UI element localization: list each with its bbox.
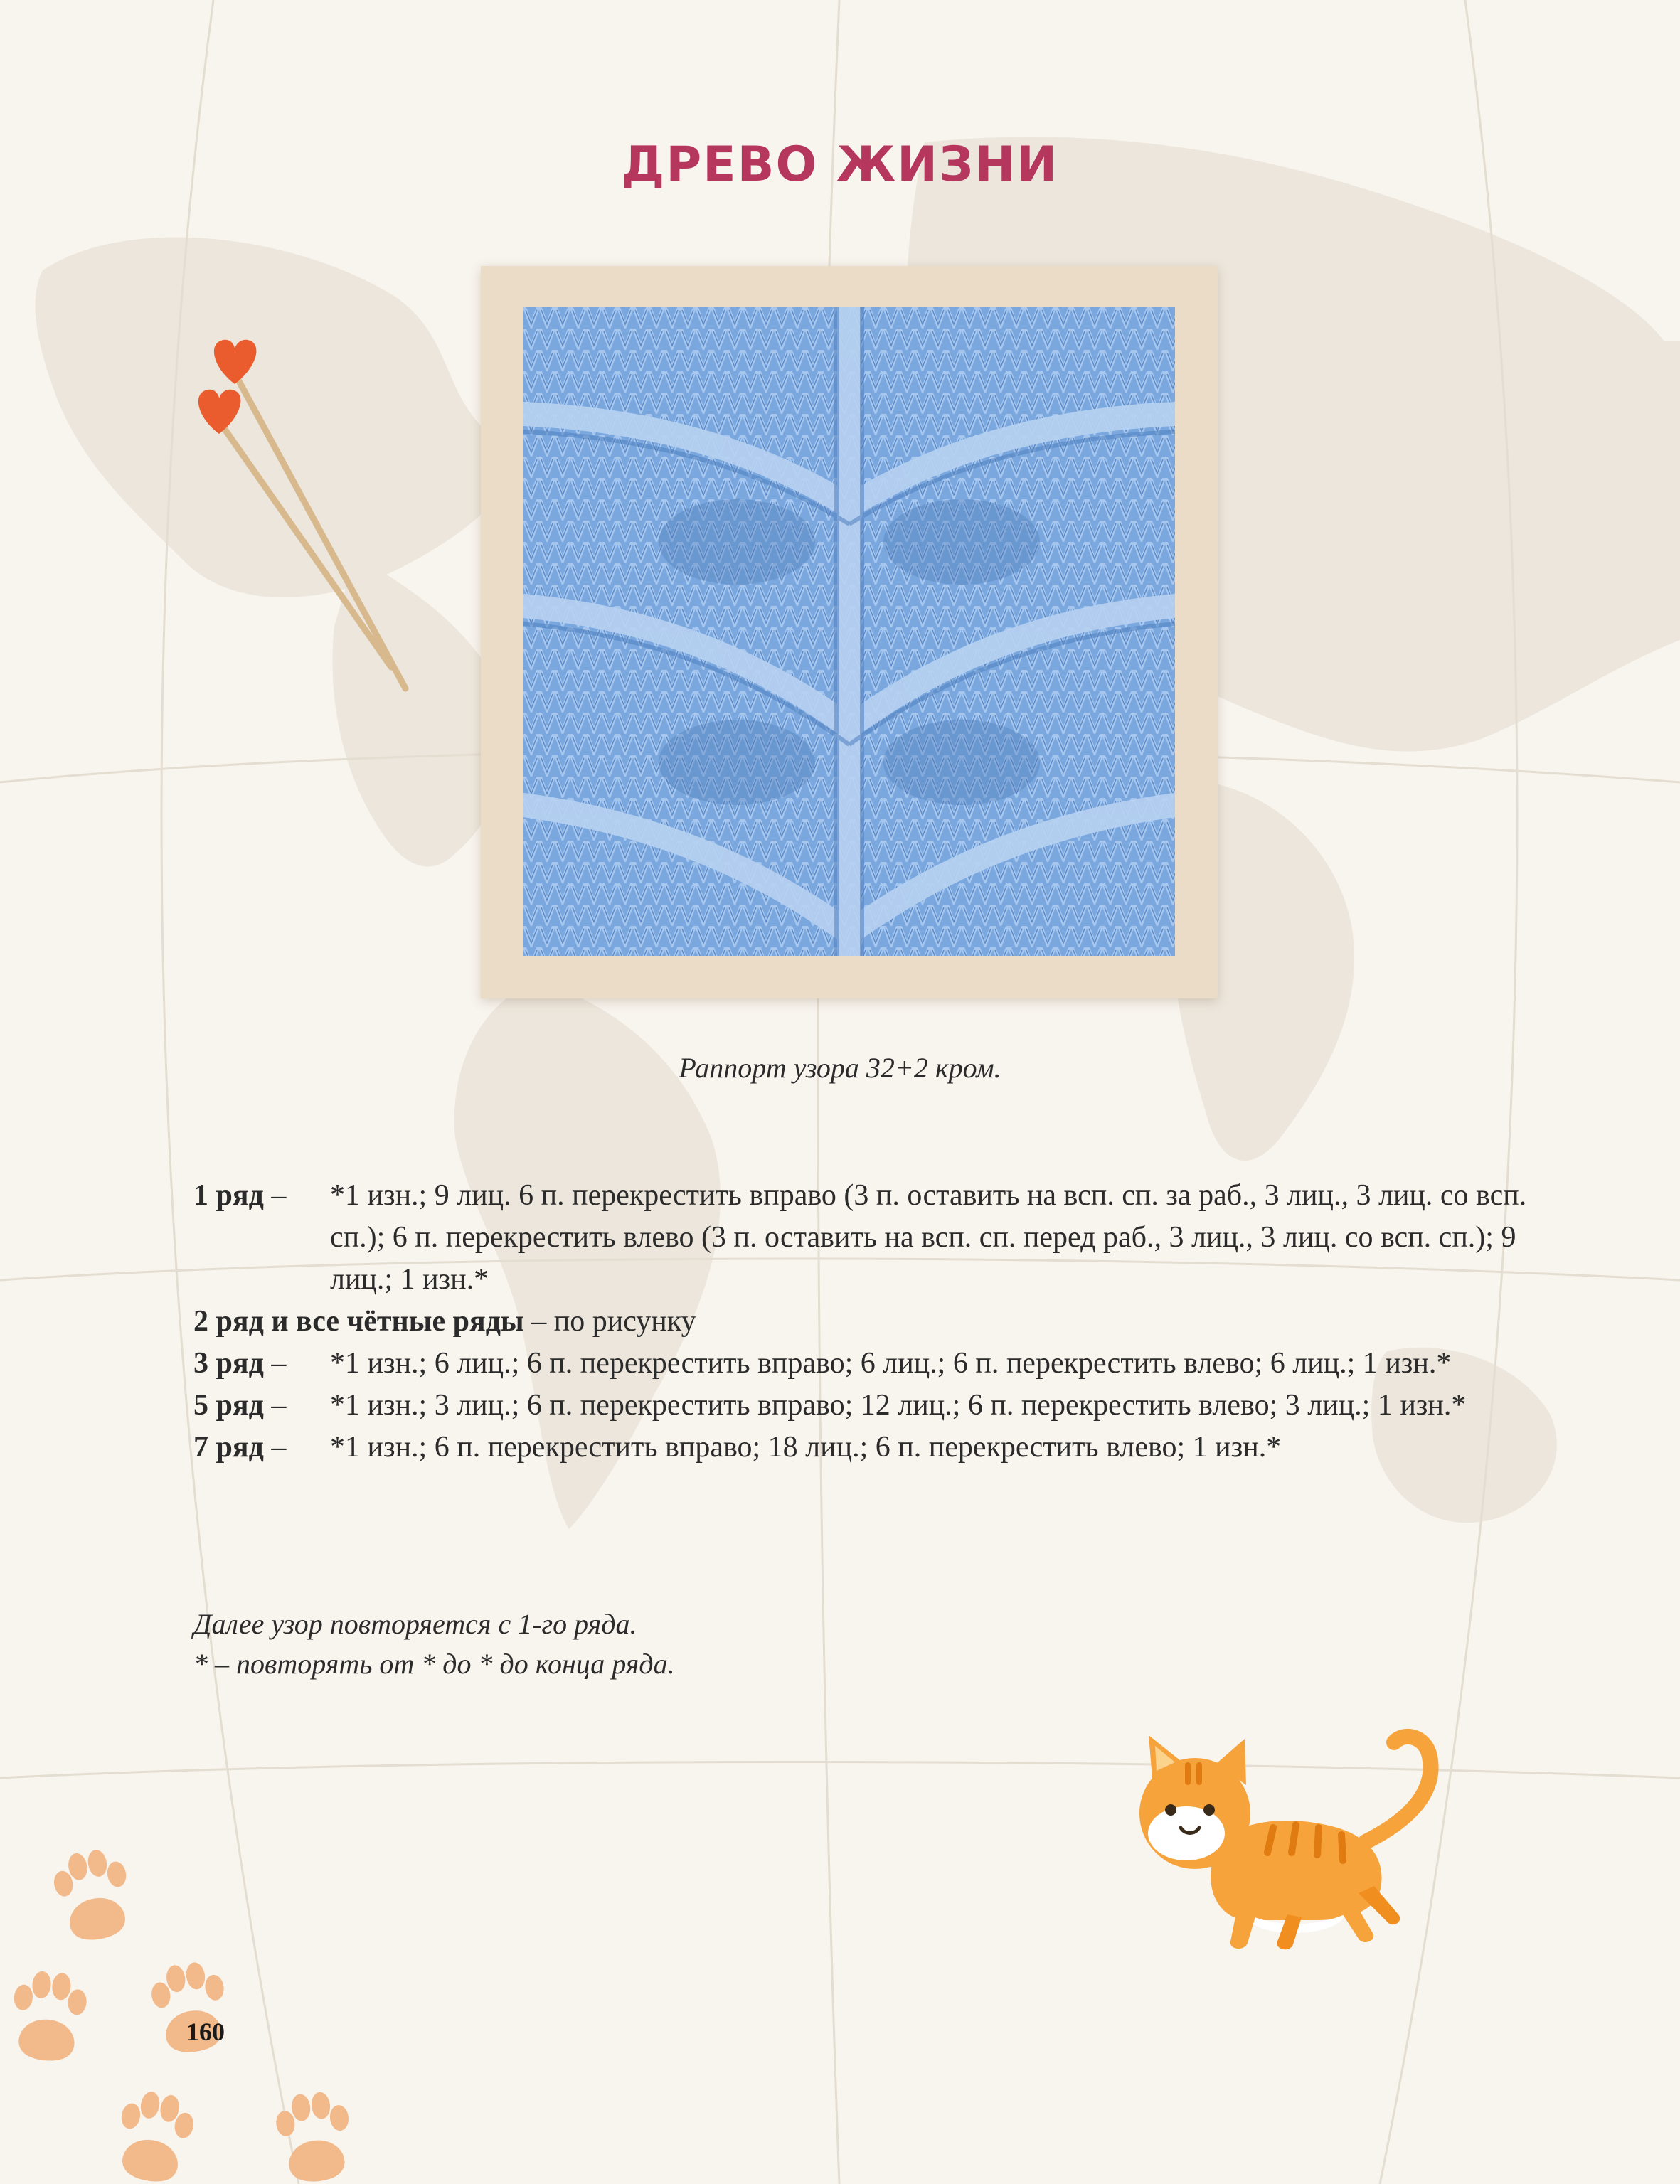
row-label: 1 ряд xyxy=(193,1179,264,1212)
row-text: *1 изн.; 9 лиц. 6 п. перекрестить вправо (3 п. оставить на всп. сп. за раб., 3 лиц., 3 лиц. со всп. сп.); 6 п. перекрестить влево (3 п. оставить на всп. сп. перед раб., 3 лиц., 3 лиц. со всп. сп.); 9 лиц.; 1 изн.* xyxy=(330,1179,1527,1296)
page-title: ДРЕВО ЖИЗНИ xyxy=(621,137,1059,193)
cat-icon xyxy=(1110,1728,1444,1963)
row-label: 7 ряд xyxy=(193,1431,264,1464)
instructions xyxy=(193,1175,1531,1469)
row-text: *1 изн.; 6 лиц.; 6 п. перекрестить вправо; 6 лиц.; 6 п. перекрестить влево; 6 лиц.; 1 изн.* xyxy=(330,1347,1452,1380)
instruction-row: 3 ряд – *1 изн.; 6 лиц.; 6 п. перекрестить вправо; 6 лиц.; 6 п. перекрестить влево; 6 лиц.; 1 изн.* xyxy=(193,1347,1452,1380)
row-label: 3 ряд xyxy=(193,1347,264,1380)
row-text: *1 изн.; 3 лиц.; 6 п. перекрестить вправо; 12 лиц.; 6 п. перекрестить влево; 3 лиц.; 1 изн.* xyxy=(330,1389,1467,1422)
instruction-row: 2 ряд и все чётные ряды – по рисунку xyxy=(193,1305,696,1338)
row-text: по рисунку xyxy=(553,1305,696,1338)
note-repeat: Далее узор повторяется с 1-го ряда. xyxy=(193,1608,637,1640)
pattern-notes xyxy=(193,1604,1474,1684)
paw-print-icon xyxy=(0,1835,398,2184)
note-asterisk: * – повторять от * до * до конца ряда. xyxy=(193,1648,675,1680)
instruction-row: 5 ряд – *1 изн.; 3 лиц.; 6 п. перекрестить вправо; 12 лиц.; 6 п. перекрестить влево; 3 лиц.; 1 изн.* xyxy=(193,1389,1467,1422)
instruction-row: 1 ряд – *1 изн.; 9 лиц. 6 п. перекрестить вправо (3 п. оставить на всп. сп. за раб., 3 лиц., 3 лиц. со всп. сп.); 6 п. перекрестить влево (3 п. оставить на всп. сп. перед раб., 3 лиц., 3 лиц. со всп. сп.); 9 лиц.; 1 изн.* xyxy=(193,1179,1527,1296)
swatch-photo xyxy=(523,307,1175,956)
pattern-caption: Раппорт узора 32+2 кром. xyxy=(679,1052,1001,1084)
knitting-needles-icon xyxy=(178,334,420,704)
row-label: 2 ряд и все чётные ряды xyxy=(193,1305,524,1338)
row-text: *1 изн.; 6 п. перекрестить вправо; 18 лиц.; 6 п. перекрестить влево; 1 изн.* xyxy=(330,1431,1282,1464)
row-label: 5 ряд xyxy=(193,1389,264,1422)
page-number: 160 xyxy=(186,2018,225,2046)
instruction-row: 7 ряд – *1 изн.; 6 п. перекрестить вправо; 18 лиц.; 6 п. перекрестить влево; 1 изн.* xyxy=(193,1431,1282,1464)
swatch-photo-frame xyxy=(481,266,1218,998)
